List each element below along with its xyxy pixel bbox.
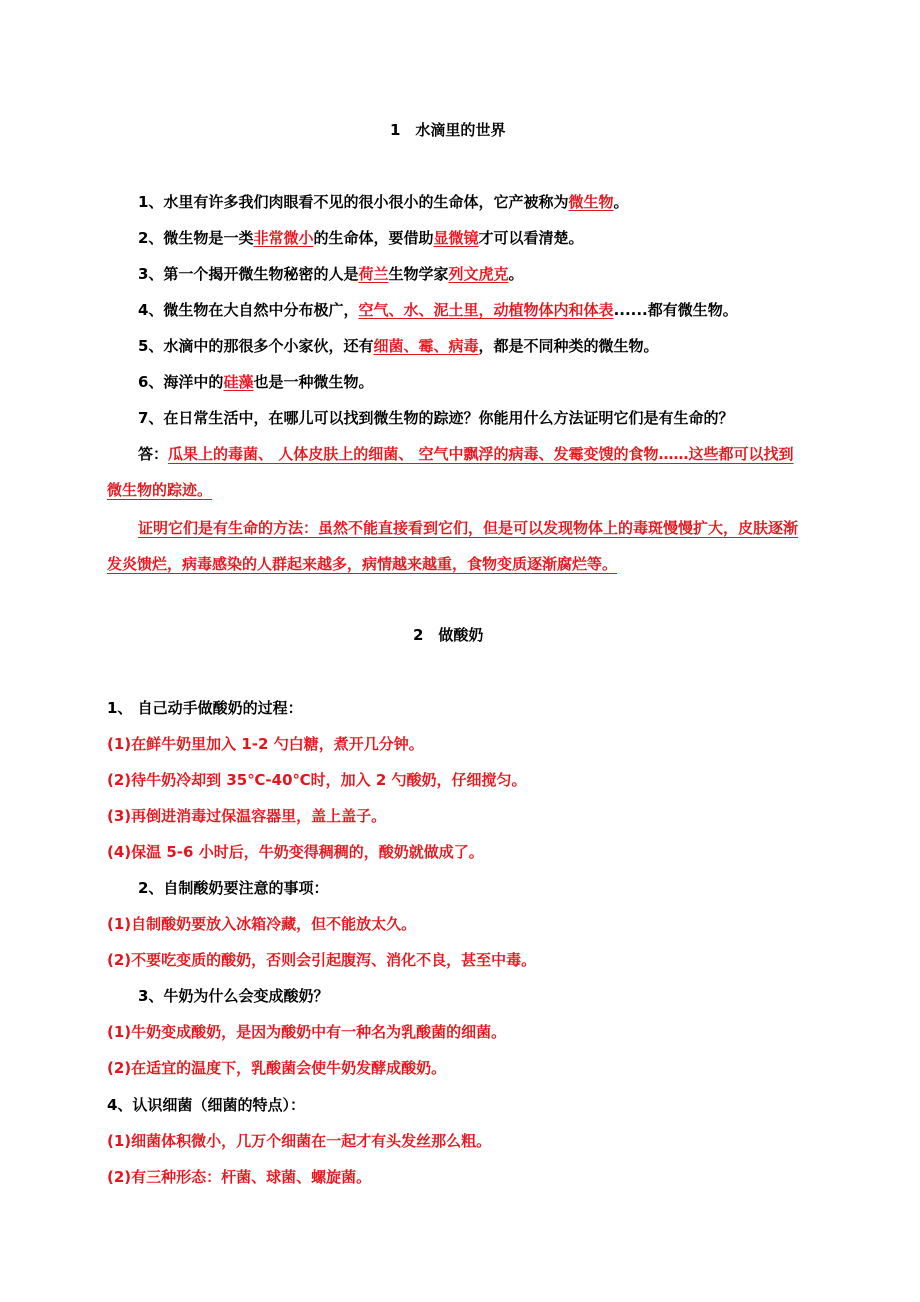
s2-q1 (107, 697, 303, 719)
s1-item-1 (138, 191, 628, 213)
s2-q4-item-1: (1)细菌体积微小，几万个细菌在一起才有头发丝那么粗。 (107, 1132, 492, 1150)
s1-item-2-answer-a: 非常微小 (253, 229, 314, 247)
s1-item-5-answer-a: 细菌 (373, 337, 404, 355)
s1-item-3 (138, 263, 524, 285)
s1-item-3-answer-b: 列文虎克 (448, 265, 509, 283)
s1-item-3-mid: 生物学家 (388, 265, 449, 283)
s1-item-2-end: 才可以看清楚。 (478, 229, 584, 247)
s1-item-6-end: 也是一种微生物。 (253, 373, 374, 391)
s1-item-5-sep-2: 、 (433, 337, 449, 355)
s1-answer-1 (107, 436, 799, 508)
s1-answer-1-text: 瓜果上的毒菌、 人体皮肤上的细菌、 空气中飘浮的病毒、发霉变馊的食物……这些都可以找到微生物的踪迹。 (107, 445, 794, 499)
s1-item-4-text: 4、微生物在大自然中分布极广， (138, 301, 359, 319)
s1-item-4-answer-b: 水 (403, 301, 419, 319)
s1-item-4-answer-c: 泥土里 (433, 301, 479, 319)
s1-answer-2 (107, 510, 799, 582)
s1-item-4-answer-d: 动植物体内和体表 (493, 301, 614, 319)
s1-item-3-end: 。 (508, 265, 524, 283)
s2-q1-item-4: (4)保温 5-6 小时后，牛奶变得稠稠的，酸奶就做成了。 (107, 843, 484, 861)
s1-item-5-sep-1: 、 (403, 337, 419, 355)
s1-item-1-end: 。 (613, 193, 629, 211)
s2-q1-item-3: (3)再倒进消毒过保温容器里，盖上盖子。 (107, 807, 387, 825)
s2-q4: 4、认识细菌（细菌的特点）： (107, 1096, 305, 1114)
s1-item-2-text: 2、微生物是一类 (138, 229, 254, 247)
s1-item-7-text: 7、在日常生活中，在哪儿可以找到微生物的踪迹？你能用什么方法证明它们是有生命的？ (138, 409, 734, 427)
s2-q4-item-2: (2)有三种形态：杆菌、球菌、螺旋菌。 (107, 1168, 372, 1186)
s1-item-4 (138, 299, 738, 321)
s2-q2-item-2: (2)不要吃变质的酸奶，否则会引起腹泻、消化不良，甚至中毒。 (107, 951, 537, 969)
s1-item-5-answer-b: 霉 (418, 337, 434, 355)
s1-item-5-text: 5、水滴中的那很多个小家伙，还有 (138, 337, 374, 355)
s2-q3: 3、牛奶为什么会变成酸奶？ (138, 987, 329, 1005)
s1-item-4-sep-2: 、 (418, 301, 434, 319)
s1-item-5-end: ，都是不同种类的微生物。 (478, 337, 659, 355)
s1-item-1-text: 1、水里有许多我们肉眼看不见的很小很小的生命体，它产被称为 (138, 193, 569, 211)
s1-item-5-answer-c: 病毒 (448, 337, 479, 355)
s1-answer-2-text: 证明它们是有生命的方法：虽然不能直接看到它们，但是可以发现物体上的毒斑慢慢扩大，皮肤逐渐发炎馈烂，病毒感染的人群起来越多，病情越来越重，食物变质逐渐腐烂等。 (107, 519, 799, 573)
s2-q3-item-2: (2)在适宜的温度下，乳酸菌会使牛奶发酵成酸奶。 (107, 1059, 447, 1077)
s1-item-5 (138, 335, 659, 357)
s1-item-2 (138, 227, 584, 249)
s1-item-6 (138, 371, 373, 393)
section2-title: 2 做酸奶 (413, 626, 484, 644)
s1-item-6-text: 6、海洋中的 (138, 373, 224, 391)
s1-item-4-answer-a: 空气 (358, 301, 389, 319)
s2-q2: 2、自制酸奶要注意的事项： (138, 879, 329, 897)
s1-item-2-answer-b: 显微镜 (433, 229, 479, 247)
s2-q1-text: 1、 自己动手做酸奶的过程： (107, 699, 303, 717)
s1-item-2-mid: 的生命体，要借助 (313, 229, 434, 247)
s2-q1-item-1: (1)在鲜牛奶里加入 1-2 勺白糖，煮开几分钟。 (107, 735, 424, 753)
s1-item-4-end: ......都有微生物。 (613, 301, 738, 319)
s1-item-6-answer: 硅藻 (223, 373, 254, 391)
s1-item-4-sep-1: 、 (388, 301, 404, 319)
s2-q2-item-1: (1)自制酸奶要放入冰箱冷藏，但不能放太久。 (107, 915, 417, 933)
s2-q1-item-2: (2)待牛奶冷却到 35℃-40℃时，加入 2 勺酸奶，仔细搅匀。 (107, 771, 527, 789)
s1-item-1-answer: 微生物 (568, 193, 614, 211)
s1-item-7 (138, 407, 733, 429)
answer-label: 答： (138, 445, 169, 463)
s1-item-3-answer-a: 荷兰 (358, 265, 389, 283)
section1-title: 1 水滴里的世界 (390, 121, 506, 139)
s1-item-3-text: 3、第一个揭开微生物秘密的人是 (138, 265, 359, 283)
s2-q3-item-1: (1)牛奶变成酸奶，是因为酸奶中有一种名为乳酸菌的细菌。 (107, 1023, 507, 1041)
s1-item-4-sep-3: ， (478, 301, 494, 319)
